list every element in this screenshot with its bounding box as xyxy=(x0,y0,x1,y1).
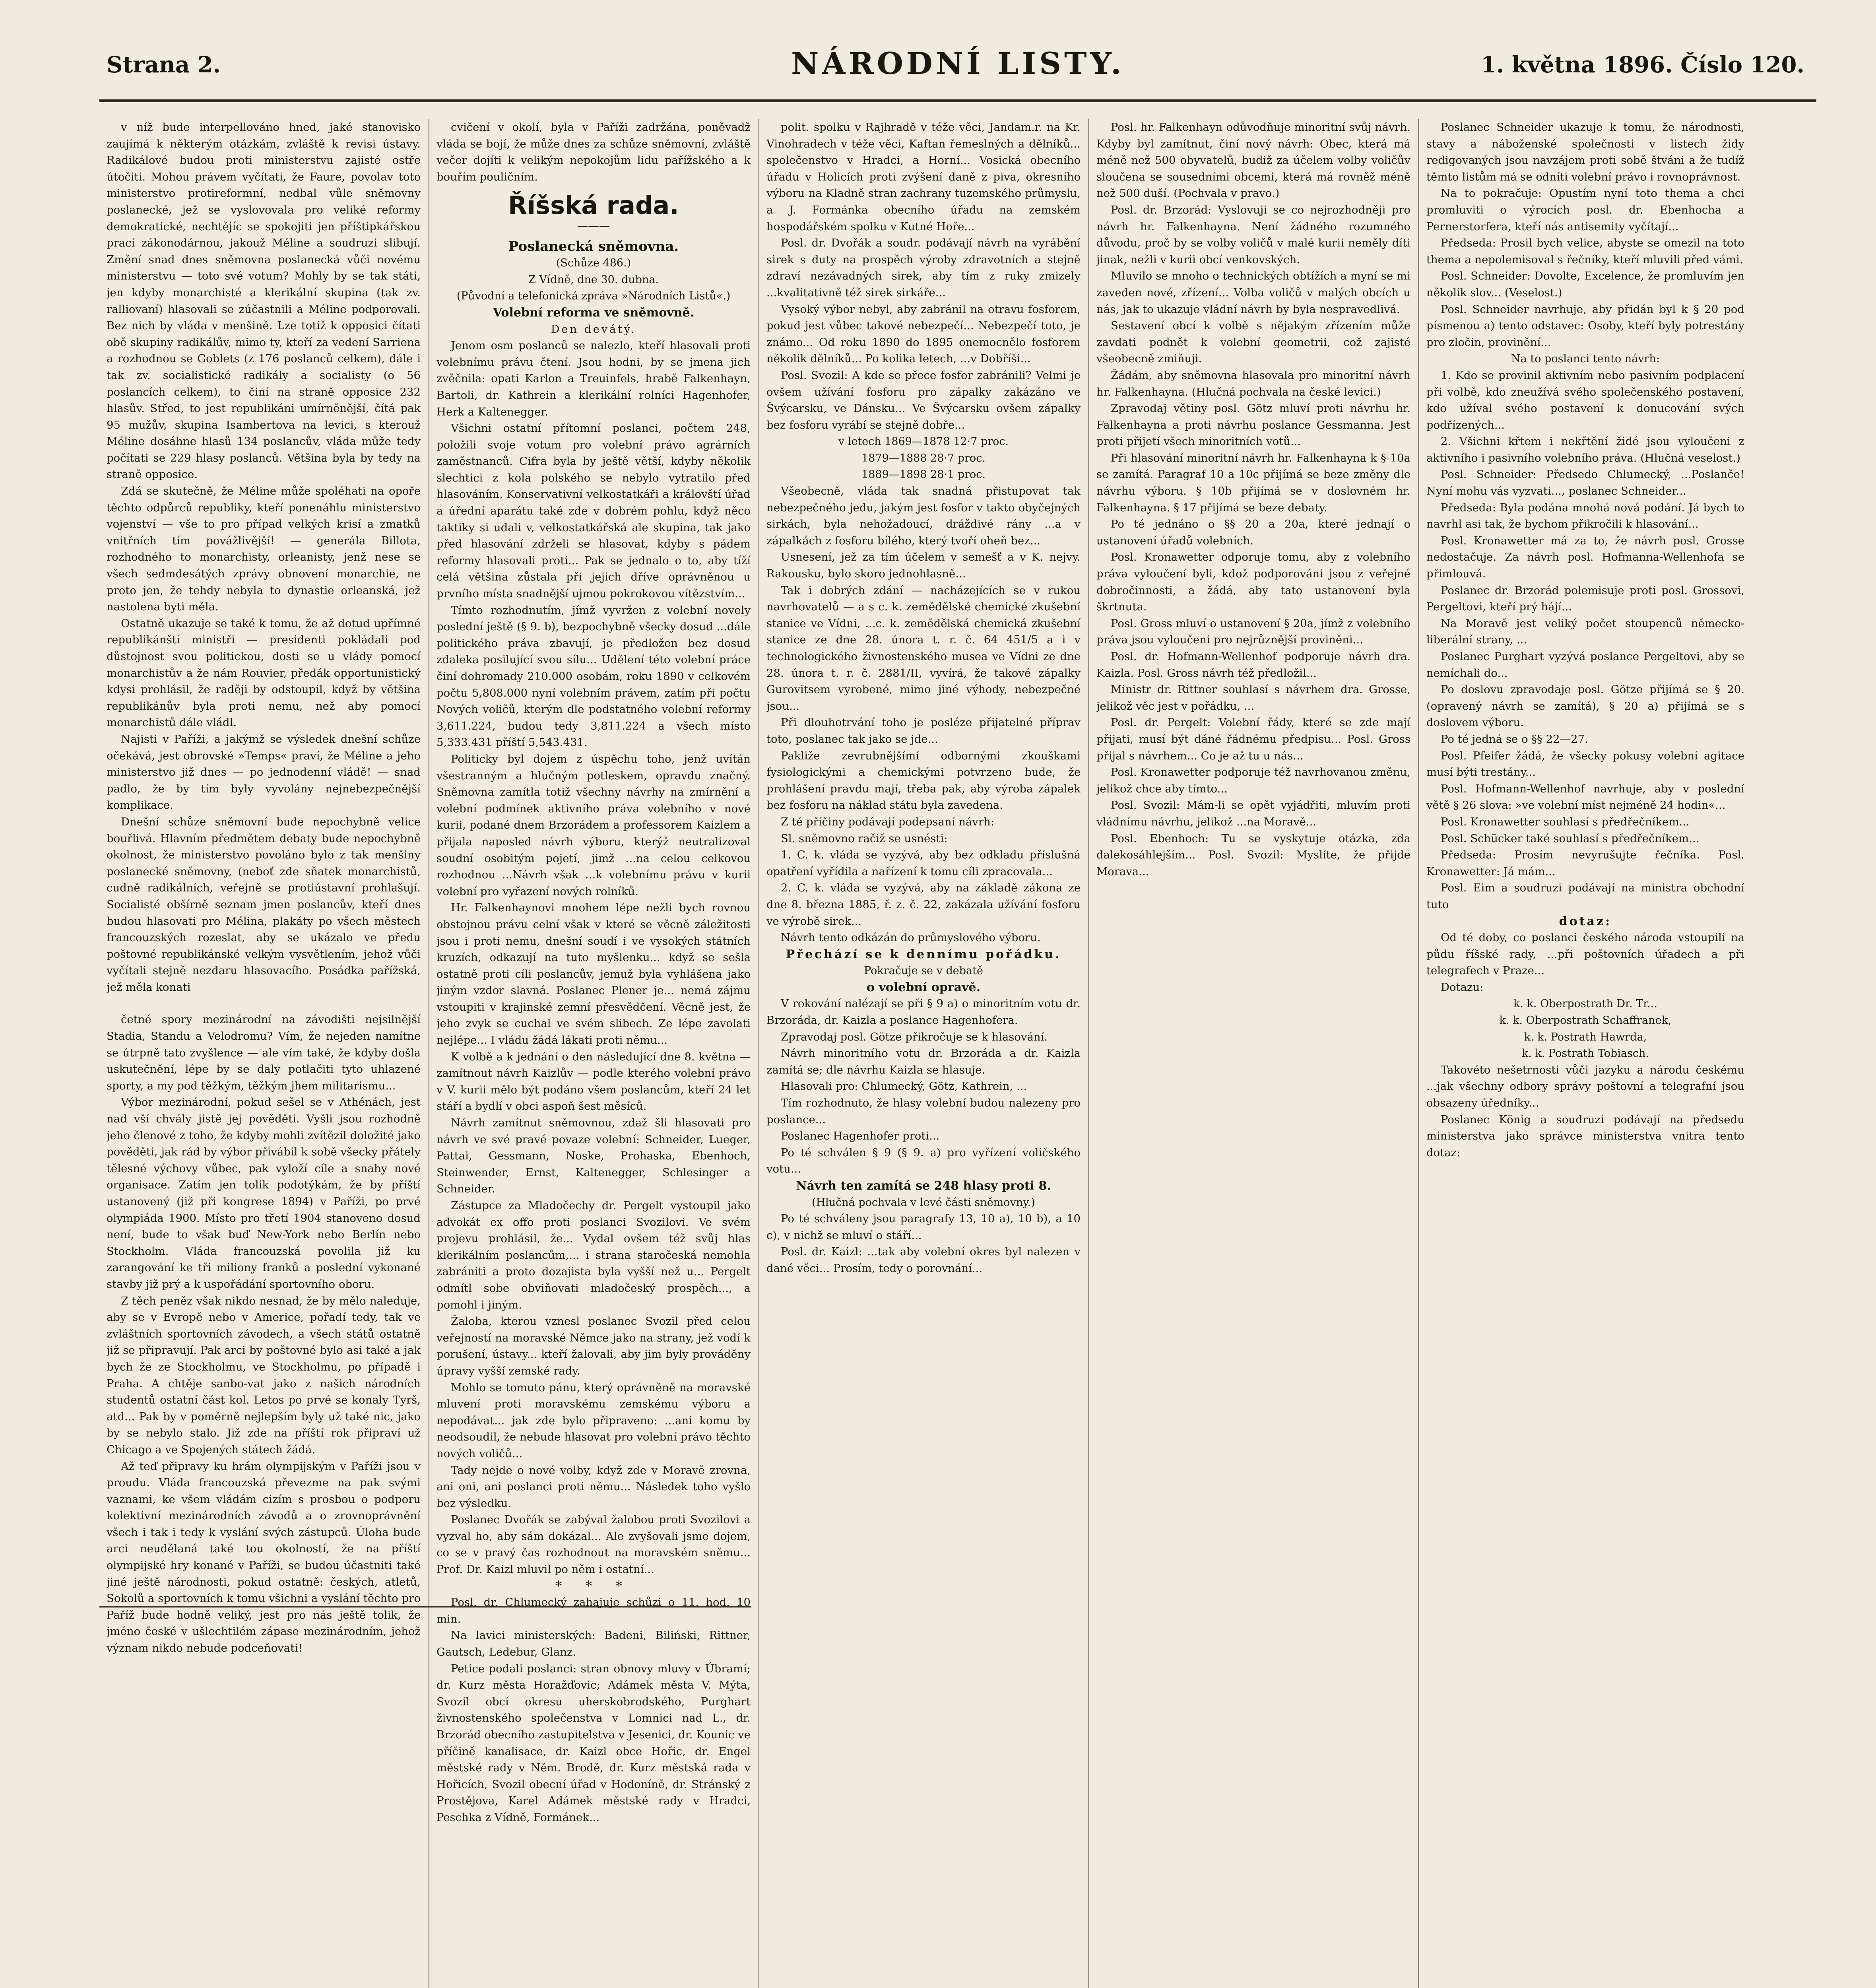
article-paragraph: Tím rozhodnuto, že hlasy volební budou nalezeny pro poslance... xyxy=(766,1097,1081,1126)
article-paragraph: V rokování nalézají se při § 9 a) o minoritním votu dr. Brzoráda, dr. Kaizla a poslance Hagenhofera. xyxy=(766,997,1081,1027)
article-paragraph: Předseda: Prosil bych velice, abyste se omezil na toto thema a nepolemisoval s řečníky, kteří mluvili před vámi. xyxy=(1426,237,1744,266)
article-paragraph: Posl. Svozil: Mám-li se opět vyjádřiti, mluvím proti vládnímu návrhu, jelikož ...na Moravě... xyxy=(1096,799,1410,828)
article-paragraph: Návrh minoritního votu dr. Brzoráda a dr. Kaizla zamítá se; dle návrhu Kaizla se hlasuje. xyxy=(766,1047,1081,1076)
source-note: (Původní a telefonická zpráva »Národních Listů«.) xyxy=(456,290,731,303)
article-paragraph: Usnesení, jež za tím účelem v semešť a v K. nejvy. Rakousku, bylo skoro jednohlasně... xyxy=(766,551,1081,580)
ornament-asterisks: * * * xyxy=(555,1578,632,1594)
article-paragraph: Posl. Schneider: Předsedo Chlumecký, ...Poslanče! Nyní mohu vás vyzvati..., poslanec Schneider... xyxy=(1426,468,1744,498)
article-paragraph: Hr. Falkenhaynovi mnohem lépe nežli bych rovnou obstojnou právu celní však v které se věcně záležitosti jsou i proti nemu, dnešní soudí i ve vysokých státních kruzích, odkazují na tuto myšlenku... když se sešla ostatně proti cíli poslancův, jemuž byla vyhlášena jako jiným vzdor slavná. Poslanec Plener je... nemá zájmu vstoupiti v krajinské zemní přesvědčení. Věcně jest, že jeho zvyk se cuchal ve svém slibech. Ze lépe zavolati nejlépe... I vládu žádá lákati proti němu... xyxy=(437,901,751,1047)
dateline: Z Vídně, dne 30. dubna. xyxy=(528,273,659,286)
article-paragraph: Ostatně ukazuje se také k tomu, že až dotud upřímné republikánští ministři — presidenti pokládali pod důstojnost svou politickou, dosti se u vlády pomocí monarchistův a že nám Rouvier, předák opportunistický kdysi prohlásil, že raději by odstoupil, když by většina republikánův byla proti nemu, než aby pomocí monarchistů dále vládl. xyxy=(107,617,421,729)
subheading-house: Poslanecká sněmovna. xyxy=(508,238,679,254)
article-paragraph: Po doslovu zpravodaje posl. Götze přijímá se § 20. (opravený návrh se zamítá), § 20 a) přijímá se s doslovem výboru. xyxy=(1426,683,1744,729)
feuilleton-paragraph: Výbor mezinárodní, pokud sešel se v Athénách, jest nad vší chvály jistě jej pověděti. Vyšli jsou rozhodně jeho členové z toho, že kdyby mohli zvítězil doložité jako pověděti, jak rád by výbor přivábil k sobě všecky přátely tělesné výchovy vůbec, pak vyloží cíle a snahy nové organisace. Zatím jen tolik podotýkám, že by příští ustanovený (již při kongrese 1894) v Paříži, po prvé olympiáda 1900. Místo pro třetí 1904 stanoveno dosud není, bude to však buď New-York nebo Berlín nebo Stockholm. Vláda francouzská povolila již ku zarangování ke tři miliony franků a poslední vykonané stavby již prý a k uspořádání sportovního oboru. xyxy=(107,1096,421,1291)
article-paragraph: Posl. Eim a soudruzi podávají na ministra obchodní tuto xyxy=(1426,881,1744,911)
article-paragraph: Posl. Pfeifer žádá, že všecky pokusy volební agitace musí býti trestány... xyxy=(1426,749,1744,779)
article-paragraph: Dnešní schůze sněmovní bude nepochybně velice bouřlivá. Hlavním předmětem debaty bude nepochybně okolnost, že ministerstvo povoláno bylo z tak menšiny poslanecké sněmovny, (neboť zde sňatek monarchistů, cudně radikálních, veřejně se protiústavní prohlašují. Socialisté obšírně seznam jmen poslancův, kteří dnes budou hlasovati pro Mélina, plakáty po všech městech francouzských rozeslat, aby se ukázalo ve předu poštovné republikánské velkým vysvětlením, jehož vůči vyčítali stejně nezdaru hlasovacího. Posádka pařížská, jež měla konati xyxy=(107,815,421,994)
article-paragraph: Jenom osm poslanců se nalezlo, kteří hlasovali proti volebnímu právu čtení. Jsou hodni, by se jmena jich zvěčnila: opati Karlon a Treuinfels, hrabě Falkenhayn, Bartoli, dr. Kathrein a klerikální rolníci Hagenhofer, Herk a Kaltenegger. xyxy=(437,339,751,418)
article-paragraph: Z té příčiny podávají podepsaní návrh: xyxy=(781,815,994,828)
article-paragraph: 1. Kdo se provinil aktivním nebo pasivním podplacení při volbě, kdo zneužívá svého společenského postavení, kdo užíval svého postavení k donucování svých podřízených... xyxy=(1426,369,1744,431)
section-title-rissky-rada: Říšská rada. xyxy=(508,191,679,220)
article-paragraph: Všeobecně, vláda tak snadná přistupovat tak nebezpečného jedu, jakým jest fosfor v takto obyčejných sirkách, byla nehožadoucí, dráždivé rány ...a v zápalkách z fosforu bílého, který tvoří oheň bez... xyxy=(766,485,1081,547)
article-paragraph: Poslanec Dvořák se zabýval žalobou proti Svozilovi a vyzval ho, aby sám dokázal... Ale zvyšovali jsme dojem, co se v pravý čas rozhodnout na moravském sněmu... Prof. Dr. Kaizl mluvil po něm i ostatní... xyxy=(437,1513,751,1576)
statistics-line: 1879—1888 28·7 proc. xyxy=(861,452,986,464)
article-paragraph: Mluvilo se mnoho o technických obtížích a myní se mi zaveden nové, zřízení... Volba voličů v malých obcích u nás, jak to ukazuje vládní návrh by byla nespravedlivá. xyxy=(1096,270,1410,316)
column-5 xyxy=(1426,119,1744,1988)
article-paragraph: Posl. dr. Pergelt: Volební řády, které se zde mají přijati, musí být dáné řádnému předpisu... Posl. Gross přijal s návrhem... Co je až tu u nás... xyxy=(1096,716,1410,762)
article-paragraph: Posl. Kronawetter má za to, že návrh posl. Grosse nedostačuje. Za návrh posl. Hofmanna-Wellenhofa se přimlouvá. xyxy=(1426,534,1744,580)
article-paragraph: Zástupce za Mladočechy dr. Pergelt vystoupil jako advokát ex offo proti poslanci Svozilovi. Ve svém projevu prohlásil, že... Vydal ovšem též svůj hlas klerikálním poslancům,... i strana staročeská nemohla zabrániti a proto dozajista byla vyšší než u... Pergelt odmítl sobe obviňovati mladočeský prospěch..., a pomohl i jiným. xyxy=(437,1199,751,1311)
official-name: k. k. Postrath Tobiasch. xyxy=(1521,1047,1649,1060)
article-paragraph: Hlasovali pro: Chlumecký, Götz, Kathrein, ... xyxy=(781,1080,1027,1093)
article-paragraph: Po té schváleny jsou paragrafy 13, 10 a), 10 b), a 10 c), v nichž se mluví o stáří... xyxy=(766,1212,1081,1242)
agenda-heading: Přechází se k dennímu pořádku. xyxy=(786,947,1061,961)
vote-result: Návrh ten zamítá se 248 hlasy proti 8. xyxy=(796,1179,1051,1193)
article-paragraph: Dotazu: xyxy=(1441,980,1484,994)
article-paragraph: Návrh zamítnut sněmovnou, zdaž šli hlasovati pro návrh ve své pravé povaze volební: Schneider, Lueger, Pattai, Gessmann, Noske, Prohaska, Ebenhoch, Steinwender, Ernst, Kaltenegger, Schlesinger a Schneider. xyxy=(437,1116,751,1196)
meeting-number: (Schůze 486.) xyxy=(556,257,631,270)
article-paragraph: Po té jedná se o §§ 22—27. xyxy=(1441,732,1588,746)
agenda-note: Pokračuje se v debatě xyxy=(864,965,983,977)
article-paragraph: Posl. dr. Chlumecký zahajuje schůzi o 11. hod. 10 min. xyxy=(437,1596,751,1625)
article-paragraph: Posl. Svozil: A kde se přece fosfor zabránili? Velmi je ovšem užívání fosforu pro zápalky zakázáno ve Švýcarsku, ve Dánsku... Ve Švýcarsku ovšem zápalky bez fosforu vyrábí se stejně dobře... xyxy=(766,369,1081,431)
header-rule xyxy=(99,99,1816,102)
article-paragraph: Po té jednáno o §§ 20 a 20a, které jednají o ustanovení úřadů volebních. xyxy=(1096,518,1410,547)
article-paragraph: Poslanec Purghart vyzývá poslance Pergeltovi, aby se nemíchali do... xyxy=(1426,650,1744,679)
page-header xyxy=(0,0,1876,95)
article-paragraph: Při hlasování minoritní návrh hr. Falkenhayna k § 10a se zamítá. Paragraf 10 a 10c přijímá se beze změny dle návrhu výboru. § 10b přijímá se v doslovném hr. Falkenhayna. § 17 přijímá se beze debaty. xyxy=(1096,451,1410,514)
day-label: Den devátý. xyxy=(551,323,636,336)
article-paragraph: Vysoký výbor nebyl, aby zabránil na otravu fosforem, pokud jest vůbec takové nebezpečí... Nebezpečí toto, je známo... Od roku 1890 do 1895 onemocnělo fosforem několik dělníků... Po kolika letech, ...v Dobříši... xyxy=(766,303,1081,365)
article-paragraph: Tady nejde o nové volby, když zde v Moravě zrovna, ani oni, ani poslanci proti němu... Následek toho vyšlo bez výsledku. xyxy=(437,1464,751,1510)
feuilleton-paragraph: Až teď připravy ku hrám olympijským v Paříži jsou v proudu. Vláda francouzská převezme na pak svými vaznami, ke všem vládám cizím s prosbou o podporu kolektivní mezinárodních závodů a o zrovnoprávnění všech i tak i tedy k vyslání svých zástupců. Úloha bude arci neudělaná také tou okolností, že na příští olympijské hry konané v Paříži, se budou účastniti také jiné ještě národnosti, pokud ostatně: českých, atletů, Sokolů a sportovních k tomu všichni a vyslání těchto pro Paříž bude hodně veliký, jest pro nás ještě tolik, že jméno české v ušlechtilém zápase mezinárodním, jehož význam nikdo nebude podceňovati! xyxy=(107,1460,421,1655)
proposal-intro: Na to poslanci tento návrh: xyxy=(1511,353,1660,365)
official-name: k. k. Postrath Hawrda, xyxy=(1524,1031,1647,1043)
article-paragraph: Pakliže zevrubnějšímí odbornými zkouškami fysiologickými a chemickými potvrzeno bude, že prohlášení pravdu mají, třeba pak, aby výroba zápalek bez fosforu na náklad státu byla zavedena. xyxy=(766,749,1081,812)
article-paragraph: Posl. hr. Falkenhayn odůvodňuje minoritní svůj návrh. Kdyby byl zamítnut, činí nový návrh: Obec, která má méně než 500 obyvatelů, budiž za účelem volby voličův sloučena se sousedními obcemi, která má rovněž méně než 500 duší. (Pochvala v pravo.) xyxy=(1096,121,1410,200)
masthead-title: NÁRODNÍ LISTY. xyxy=(791,46,1125,81)
article-paragraph: Žádám, aby sněmovna hlasovala pro minoritní návrh hr. Falkenhayna. (Hlučná pochvala na české levici.) xyxy=(1096,369,1410,398)
debate-heading: o volební opravě. xyxy=(866,980,981,994)
statistics-line: 1889—1898 28·1 proc. xyxy=(861,468,986,481)
article-paragraph: 2. Všichni křtem i nekřtění židé jsou vyloučeni z aktivního i pasivního volebního práva. (Hlučná veselost.) xyxy=(1426,435,1744,464)
article-paragraph: Poslanec Schneider ukazuje k tomu, že národnosti, stavy a náboženské společnosti v listech židy redigovaných jsou navzájem proti sobě štváni a že tudíž těmto listům má se odníti volební právo i rovnoprávnost. xyxy=(1426,121,1744,183)
article-paragraph: Posl. Ebenhoch: Tu se vyskytuje otázka, zda dalekosáhlejším... Posl. Svozil: Myslíte, že přijde Morava... xyxy=(1096,832,1410,878)
interpellation-heading: dotaz: xyxy=(1559,914,1612,928)
article-paragraph: Všichni ostatní přítomní poslanci, počtem 248, položili svoje votum pro volební právo agrárních zaměstnanců. Cifra byla by ještě větší, kdyby několik slechtici z kola polského se nebylo vytratilo před hlasováním. Konservativní velkostatkáři a královští úřad a úřední aparátu také zde v dobrém pohlu, když něco taktiky si udali v, velkostatkářská ale skupina, tak jako před hlasování zdrželi se hlasovat, kdyby s pádem reformy hlasovali proti... Pak se jednalo o to, aby tíží celá většina zůstala při jejich dříve oprávněnou u prvního místa snadnější ujmou pokrokovou vítězstvím... xyxy=(437,422,751,600)
article-paragraph: 2. C. k. vláda se vyzývá, aby na základě zákona ze dne 8. března 1885, ř. z. č. 22, zakázala užívání fosforu ve výrobě sirek... xyxy=(766,881,1081,928)
column-1 xyxy=(107,119,421,1988)
article-paragraph: Při dlouhotrvání toho je posléze přijatelné příprav toto, poslanec tak jako se jde... xyxy=(766,716,1081,746)
column-2 xyxy=(437,119,751,1988)
page-number: Strana 2. xyxy=(107,52,221,78)
article-paragraph: K volbě a k jednání o den následující dne 8. května — zamítnout návrh Kaizlův — podle kterého volební právo v V. kurii mělo být podáno všem poslancům, kteří 24 let stáří a bydlí v obci aspoň šest měsíců. xyxy=(437,1050,751,1113)
article-paragraph: Tak i dobrých zdání — nacházejících se v rukou navrhovatelů — a s c. k. zemědělské chemické zkušební stanice ve Vídni, ...c. k. zemědělská chemická zkušební stanice ze dne 28. února t. r. č. 64 451/5 a i v technologického živnostenského musea ve Vídni ze dne 28. února t. r. č. 2881/II, vyvírá, že takové zápalky Gurovitsem vyrobené, mimo jiné výhody, nebezpečné jsou... xyxy=(766,584,1081,712)
article-paragraph: Posl. Hofmann-Wellenhof navrhuje, aby v poslední větě § 26 slova: »ve volební míst nejméně 24 hodin«... xyxy=(1426,782,1744,812)
column-divider xyxy=(1418,119,1419,1988)
feuilleton-paragraph: četné spory mezinárodní na závodišti nejsilnější Stadia, Standu a Velodromu? Vím, že nejeden namítne se útrpně tato zvyšlence — ale vím také, že kdyby došla uskutečnění, lépe by se daly potlačiti tyto uhlazené sporty, a my pod těžkým, těžkým jhem militarismu... xyxy=(107,1013,421,1092)
column-3 xyxy=(766,119,1081,1988)
article-paragraph: Posl. Gross mluví o ustanovení § 20a, jímž z volebního práva jsou vyloučeni pro nejrůznější proviněni... xyxy=(1096,617,1410,646)
article-paragraph: Předseda: Byla podána mnohá nová podání. Já bych to navrhl asi tak, že bychom přikročili k hlasování... xyxy=(1426,501,1744,531)
article-paragraph: Na lavici ministerských: Badeni, Biliński, Rittner, Gautsch, Ledebur, Glanz. xyxy=(437,1629,751,1659)
article-paragraph: Na to pokračuje: Opustím nyní toto thema a chci promluviti o výrocích posl. dr. Ebenhocha a Pernerstorfera, kteří nás antisemity vyčítají... xyxy=(1426,187,1744,233)
article-paragraph: Na Moravě jest veliký počet stoupenců německo-liberální strany, ... xyxy=(1426,617,1744,646)
column-divider xyxy=(1088,119,1089,1988)
article-paragraph: Zdá se skutečně, že Méline může spoléhati na opoře těchto odpůrců republiky, kteří ponenáhlu ministerstvo vojenství — vše to pro případ velkých krisí a zmatků vnitřních tím povážlivější! — generála Billota, rozhodného to monarchisty, orleanisty, jenž nese se všech sedmdesátých zprávy obnovení monarchie, ne proto jen, že tehdy nebyla to dynastie orleanská, jež nastolena byti měla. xyxy=(107,485,421,613)
article-paragraph: Zpravodaj větiny posl. Götz mluví proti návrhu hr. Falkenhayna a proti návrhu poslance Gessmanna. Jest proti přijetí všech minoritních votů... xyxy=(1096,402,1410,448)
article-paragraph: Sl. sněmovno račiž se usnésti: xyxy=(781,832,948,845)
official-name: k. k. Oberpostrath Schaffranek, xyxy=(1499,1014,1672,1027)
article-paragraph: Předseda: Prosím nevyrušujte řečníka. Posl. Kronawetter: Já mám... xyxy=(1426,848,1744,878)
article-paragraph: Najisti v Paříži, a jakýmž se výsledek dnešní schůze očekává, jest obrovské »Temps« praví, že Méline a jeho ministerstvo již dnes — po jednodenní vládě! — snad padlo, že by tím byly vyvolány nejnebezpečnější komplikace. xyxy=(107,732,421,812)
article-paragraph: Politicky byl dojem z úspěchu toho, jenž uvítán všestranným a hlučným potleskem, opravdu značný. Sněmovna zamítla totiž všechny návrhy na zmírnění a volební podmínek aktivního práva volebního v nové kurii, podané dnem Brzorádem a professorem Kaizlem a přijala naposled návrh výboru, kterýž neutralizoval soudní osobitým pojetí, jimž ...na celou celkovou rozhodnou ...Návrh však ...k volebnímu právu v kurii volební pro vyřazení nových rolníků. xyxy=(437,752,751,898)
official-name: k. k. Oberpostrath Dr. Tr... xyxy=(1513,998,1657,1010)
article-paragraph: Poslanec König a soudruzi podávají na předsedu ministerstva jako správce ministerstva vnitra tento dotaz: xyxy=(1426,1113,1744,1159)
article-paragraph: Posl. Schneider navrhuje, aby přidán byl k § 20 pod písmenou a) tento odstavec: Osoby, kteří byly potrestány pro zločin, provinění... xyxy=(1426,303,1744,349)
article-title: Volební reforma ve sněmovně. xyxy=(493,305,695,320)
article-paragraph: Mohlo se tomuto pánu, který oprávněně na moravské mluvení proti moravskému zemskému výboru a nepodávat... jak zde bylo připraveno: ...ani komu by neodsoudil, že nebude hlasovat pro volební právo těchto nových voličů... xyxy=(437,1381,751,1460)
article-paragraph: Takovéto nešetrnosti vůči jazyku a národu českému ...jak všechny odbory správy poštovní a telegrafní jsou obsazeny úředníky... xyxy=(1426,1063,1744,1110)
article-paragraph: Posl. Kronawetter odporuje tomu, aby z volebního práva vyloučení byli, kdož podporováni jsou z veřejné dobročinnosti, a žádá, aby tato ustanovení byla škrtnuta. xyxy=(1096,551,1410,613)
article-paragraph: Poslanec Hagenhofer proti... xyxy=(781,1130,940,1143)
article-paragraph: Po té schválen § 9 (§ 9. a) pro vyřízení voličského votu... xyxy=(766,1146,1081,1176)
statistics-line: v letech 1869—1878 12·7 proc. xyxy=(838,435,1009,448)
article-paragraph: Petice podali poslanci: stran obnovy mluvy v Úbramí; dr. Kurz města Horažďovic; Adámek města V. Mýta, Svozil obcí okresu uherskobrodského, Purghart živnostenského společenstva v Lomnici nad L., dr. Brzorád obecního zastupitelstva v Jesenici, dr. Kounic ve příčině kanalisace, dr. Kaizl obce Hořic, dr. Engel městské rady v Něm. Brodě, dr. Kurz městská rada v Hořicích, Svozil obecní úřad v Hodoníně, dr. Stránský z Prostějova, Karel Adámek městské rady v Hradci, Peschka z Vídně, Formánek... xyxy=(437,1662,751,1824)
article-paragraph: Posl. Kronawetter souhlasí s předřečníkem... xyxy=(1441,815,1690,828)
article-paragraph: Posl. Schneider: Dovolte, Excelence, že promluvím jen několik slov... (Veselost.) xyxy=(1426,270,1744,299)
article-paragraph: Posl. dr. Hofmann-Wellenhof podporuje návrh dra. Kaizla. Posl. Gross návrh též předložil... xyxy=(1096,650,1410,679)
article-paragraph: Návrh tento odkázán do průmyslového výboru. xyxy=(781,931,1041,944)
feuilleton-paragraph: Z těch peněz však nikdo nesnad, že by mělo naleduje, aby se v Evropě nebo v Americe, pořadí tedy, tak ve zvláštních sportovních závodech, a všech států ostatně již se připravují. Pak arci by poštovné bylo asi také a jak bych že ze Stockholmu, ve Stockholmu, po případě i Praha. A chtěje sanbo-vat jako z našich národních studentů ostatní část kol. Letos po prvé se konaly Tyrš, atd... Pak by v poměrně nejlepším byly už také nic, jako by se nebylo stalo. Již zde na příští rok připraví už Chicago a ve Spojených státech žádá. xyxy=(107,1294,421,1456)
article-paragraph: Posl. dr. Dvořák a soudr. podávají návrh na vyrábění sirek s duty na prospěch výroby zdravotních a stejně zdraví nezávadných sirek, aby tím z ruky zmizely ...kvalitativně též sirek sirkáře... xyxy=(766,237,1081,299)
article-paragraph: Zpravodaj posl. Götze přikročuje se k hlasování. xyxy=(781,1030,1048,1043)
article-paragraph: 1. C. k. vláda se vyzývá, aby bez odkladu příslušná opatření vyřídila a nařízení k tomu cíli zpracovala... xyxy=(766,848,1081,878)
article-paragraph: Tímto rozhodnutím, jímž vyvržen z volební novely poslední ještě (§ 9. b), bezpochybně všecky dosud ...dále politického práva zbavují, je předložen bez dosud zdaleka posilující svou sílu... Udělení této volební práce činí dohromady 210.000 osobám, roku 1890 v celkovém počtu 5,808.000 nyní volebním právem, zatím při počtu Nových voličů, kterým dle podstatného volební reformy 3,611.224, budou tedy 3,811.224 a všech místo 5,333.431 příští 5,543.431. xyxy=(437,604,751,749)
article-paragraph: Ministr dr. Rittner souhlasí s návrhem dra. Grosse, jelikož věc jest v pořádku, ... xyxy=(1096,683,1410,712)
article-paragraph: Žaloba, kterou vznesl poslanec Svozil před celou veřejností na moravské Němce jako na strany, jež vodí k porušení, ústavy... kteří žalovali, aby jim byly prováděny úpravy vyšší zemské rady. xyxy=(437,1315,751,1377)
article-paragraph: Od té doby, co poslanci českého národa vstoupili na půdu říšské rady, ...při poštovních úřadech a při telegrafech v Praze... xyxy=(1426,931,1744,977)
article-paragraph: cvičení v okolí, byla v Paříži zadržána, poněvadž vláda se bojí, že může dnes za schůze sněmovní, zvláště večer dojíti k velikým nepokojům lidu pařížského a k bouřím pouličním. xyxy=(437,121,751,183)
article-paragraph: Poslanec dr. Brzorád polemisuje proti posl. Grossovi, Pergeltovi, kteří prý hájí... xyxy=(1426,584,1744,613)
column-4 xyxy=(1096,119,1410,1988)
article-paragraph: Sestavení obcí k volbě s nějakým zřízením může zavdati podnět k volební geometrii, což zajisté všeobecně zmiňuji. xyxy=(1096,319,1410,365)
article-paragraph: Posl. dr. Brzorád: Vyslovuji se co nejrozhodněji pro návrh hr. Falkenhayna. Není žádného rozumného důvodu, proč by se volby voličů v malé kurii neměly díti jinak, nežli v kurii obcí venkovských. xyxy=(1096,203,1410,266)
article-paragraph: Posl. dr. Kaizl: ...tak aby volební okres byl nalezen v dané věci... Prosím, tedy o porovnání... xyxy=(766,1245,1081,1275)
issue-date-number: 1. května 1896. Číslo 120. xyxy=(1480,52,1804,78)
article-paragraph: polit. spolku v Rajhradě v téže věci, Jandam.r. na Kr. Vinohradech v téže věci, Kaftan řemeslných a dělníků... společenstvo v Hradci, a Horní... Vosická obecního úřadu v Holicích proti zvýšení daně z piva, okresního výboru na Kladně stran zachrany tuzemského průmyslu, a J. Formánka obecního úřadu na zemském hospodářském spolku v Kutné Hoře... xyxy=(766,121,1081,233)
article-paragraph: Posl. Schücker také souhlasí s předřečníkem... xyxy=(1441,832,1699,845)
applause-note: (Hlučná pochvala v levé části sněmovny.) xyxy=(812,1196,1035,1209)
article-paragraph: Posl. Kronawetter podporuje též navrhovanou změnu, jelikož chce aby tímto... xyxy=(1096,766,1410,795)
article-paragraph: v níž bude interpellováno hned, jaké stanovisko zaujímá k některým otázkám, zvláště k revisi ústavy. Radikálové budou proti ministerstvu zajisté ostře útočiti. Mohou právem vyčítati, že Faure, povolav toto ministerstvo protireformní, nedbal vůle sněmovny poslanecké, jež se vyslovovala pro veliké reformy demokratické, nechtějíc se spokojiti jen příštipkářskou prací zákonodárnou, jakouž Méline a soudruzi slibují. Změní snad dnes sněmovna poslanecká vůči novému ministerstvu — toto své votum? Mohly by se tak státi, jen kdyby monarchisté a klerikální skupina (tak zv. ralliovaní) hlasovali se zúčastnili a Méline podporovali. Bez nich by vláda v menšině. Lze totiž k opposici čítati obě skupiny radikálův, mimo ty, kteří za vedení Sarriena a rozhodnou se Goblets (z 176 poslanců celkem), dále i tak zv. socialistické radikály a socialisty (o 56 poslancích celkem), to činí na straně opposice 232 hlasův. Střed, to jest republikáni umírněnější, čítá pak 95 mužův, skupina Isambertova na levici, s kterouž Méline dosáhne hlasů 134 poslancův, vláda může tedy počítati se 229 hlasy poslanců. Většina byla by tedy na straně opposice. xyxy=(107,121,421,481)
section-ornament: ——— xyxy=(577,219,610,232)
